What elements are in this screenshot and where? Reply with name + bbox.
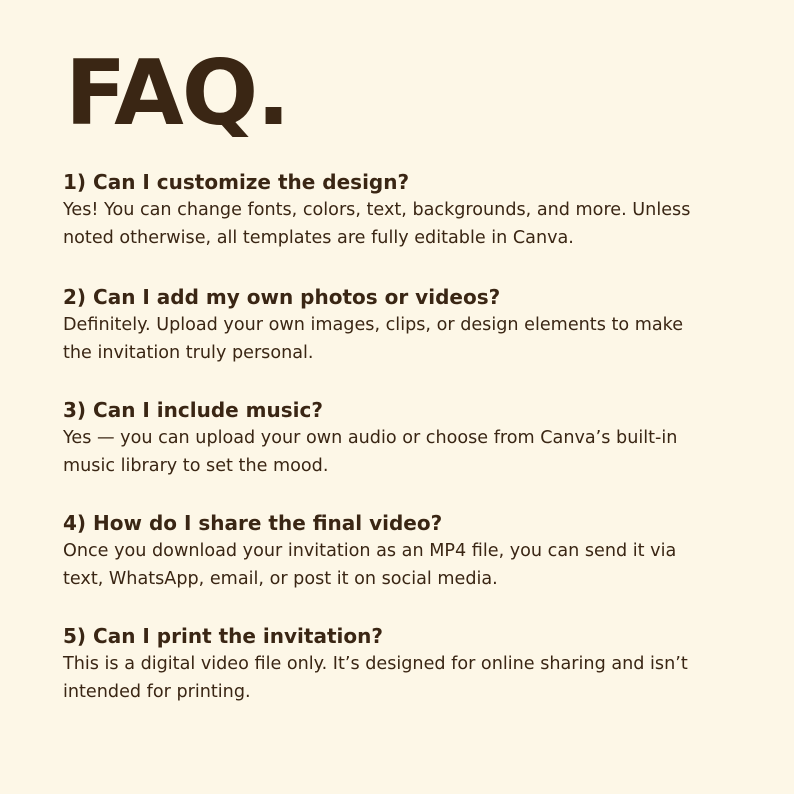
- faq-item-3: [63, 396, 743, 480]
- faq-question-2: 2) Can I add my own photos or videos?: [63, 285, 501, 309]
- faq-item-5: [63, 622, 743, 706]
- faq-answer-5-line-2: intended for printing.: [63, 682, 251, 702]
- faq-answer-3-line-2: music library to set the mood.: [63, 456, 329, 476]
- faq-answer-1-line-2: noted otherwise, all templates are fully editable in Canva.: [63, 228, 574, 248]
- faq-answer-5-line-1: This is a digital video file only. It’s designed for online sharing and isn’t: [63, 654, 688, 674]
- faq-item-2: [63, 283, 743, 367]
- page-title: FAQ.: [65, 41, 289, 146]
- faq-question-3: 3) Can I include music?: [63, 398, 323, 422]
- faq-answer-2-line-2: the invitation truly personal.: [63, 343, 314, 363]
- faq-answer-4-line-1: Once you download your invitation as an MP4 file, you can send it via: [63, 541, 677, 561]
- faq-answer-2-line-1: Definitely. Upload your own images, clips, or design elements to make: [63, 315, 684, 335]
- faq-answer-4: [63, 537, 743, 593]
- faq-item-4: [63, 509, 743, 593]
- faq-item-1: [63, 168, 743, 252]
- faq-answer-5: [63, 650, 743, 706]
- faq-page: [63, 0, 743, 794]
- faq-answer-1-line-1: Yes! You can change fonts, colors, text, backgrounds, and more. Unless: [63, 200, 691, 220]
- faq-answer-2: [63, 311, 743, 367]
- faq-question-1: 1) Can I customize the design?: [63, 170, 410, 194]
- faq-question-5: 5) Can I print the invitation?: [63, 624, 383, 648]
- faq-answer-3-line-1: Yes — you can upload your own audio or choose from Canva’s built-in: [63, 428, 678, 448]
- faq-answer-4-line-2: text, WhatsApp, email, or post it on social media.: [63, 569, 498, 589]
- faq-answer-3: [63, 424, 743, 480]
- faq-answer-1: [63, 196, 743, 252]
- faq-question-4: 4) How do I share the final video?: [63, 511, 443, 535]
